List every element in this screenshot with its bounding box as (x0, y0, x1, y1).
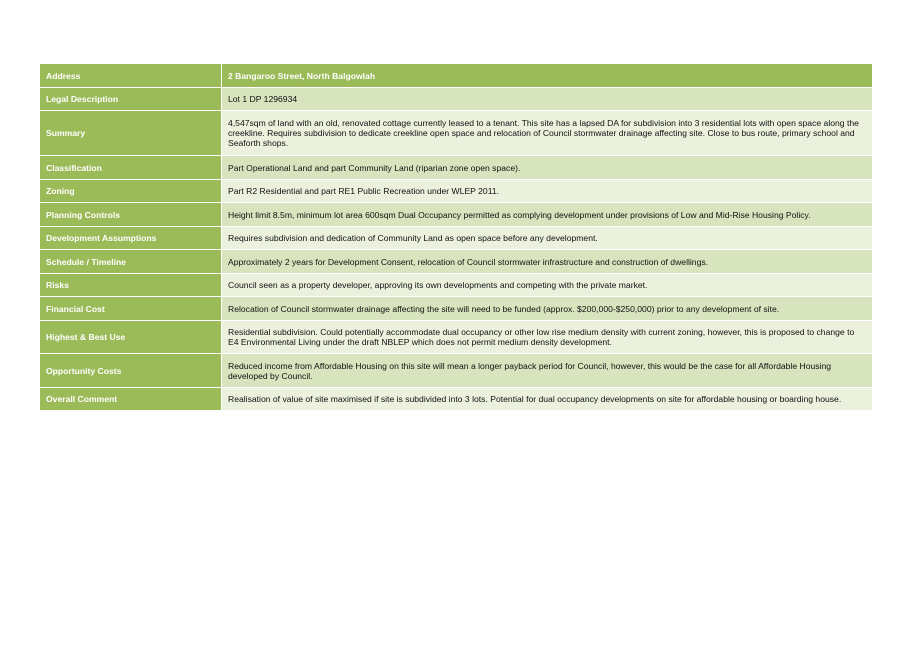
table-row-risks (40, 274, 872, 297)
table-row-opportunity-costs (40, 354, 872, 388)
table-row-financial-cost (40, 297, 872, 321)
row-label: Classification (40, 156, 222, 180)
row-label: Opportunity Costs (40, 354, 222, 388)
table-row-overall-comment (40, 388, 872, 411)
row-value: Residential subdivision. Could potentially accommodate dual occupancy or other low rise medium density with current zoning, however, this is proposed to change to E4 Environmental Living under the draft NBLEP which does not permit medium density development. (222, 321, 872, 354)
table-row-legal-description (40, 88, 872, 111)
row-value: Realisation of value of site maximised if site is subdivided into 3 lots. Potential for dual occupancy developments on site for affordable housing or boarding house. (222, 388, 872, 411)
property-assessment-table (40, 64, 872, 411)
row-label: Summary (40, 111, 222, 156)
row-label: Zoning (40, 180, 222, 203)
row-label: Address (40, 64, 222, 88)
row-label: Highest & Best Use (40, 321, 222, 354)
row-value: Lot 1 DP 1296934 (222, 88, 872, 111)
row-label: Financial Cost (40, 297, 222, 321)
table-row-highest-best-use (40, 321, 872, 354)
row-label: Planning Controls (40, 203, 222, 227)
row-label: Legal Description (40, 88, 222, 111)
table-row-classification (40, 156, 872, 180)
table-row-address (40, 64, 872, 88)
table-row-planning-controls (40, 203, 872, 227)
table-row-development-assumptions (40, 227, 872, 250)
row-label: Overall Comment (40, 388, 222, 411)
row-label: Risks (40, 274, 222, 297)
row-value: Approximately 2 years for Development Consent, relocation of Council stormwater infrastructure and construction of dwellings. (222, 250, 872, 274)
row-value: Relocation of Council stormwater drainage affecting the site will need to be funded (approx. $200,000-$250,000) prior to any development of site. (222, 297, 872, 321)
table-row-summary (40, 111, 872, 156)
row-value: Council seen as a property developer, approving its own developments and competing with the private market. (222, 274, 872, 297)
row-value: 2 Bangaroo Street, North Balgowlah (222, 64, 872, 88)
table-row-schedule-timeline (40, 250, 872, 274)
row-value: Reduced income from Affordable Housing on this site will mean a longer payback period for Council, however, this would be the case for all Affordable Housing developed by Council. (222, 354, 872, 388)
row-value: 4,547sqm of land with an old, renovated cottage currently leased to a tenant. This site has a lapsed DA for subdivision into 3 residential lots with open space along the creekline. Requires subdivision to dedicate creekline open space and relocation of Council stormwater drainage affecting site. Close to bus route, primary school and Seaforth shops. (222, 111, 872, 156)
row-value: Part R2 Residential and part RE1 Public Recreation under WLEP 2011. (222, 180, 872, 203)
row-label: Schedule / Timeline (40, 250, 222, 274)
row-value: Part Operational Land and part Community Land (riparian zone open space). (222, 156, 872, 180)
row-value: Height limit 8.5m, minimum lot area 600sqm Dual Occupancy permitted as complying development under provisions of Low and Mid-Rise Housing Policy. (222, 203, 872, 227)
table-row-zoning (40, 180, 872, 203)
row-label: Development Assumptions (40, 227, 222, 250)
row-value: Requires subdivision and dedication of Community Land as open space before any development. (222, 227, 872, 250)
